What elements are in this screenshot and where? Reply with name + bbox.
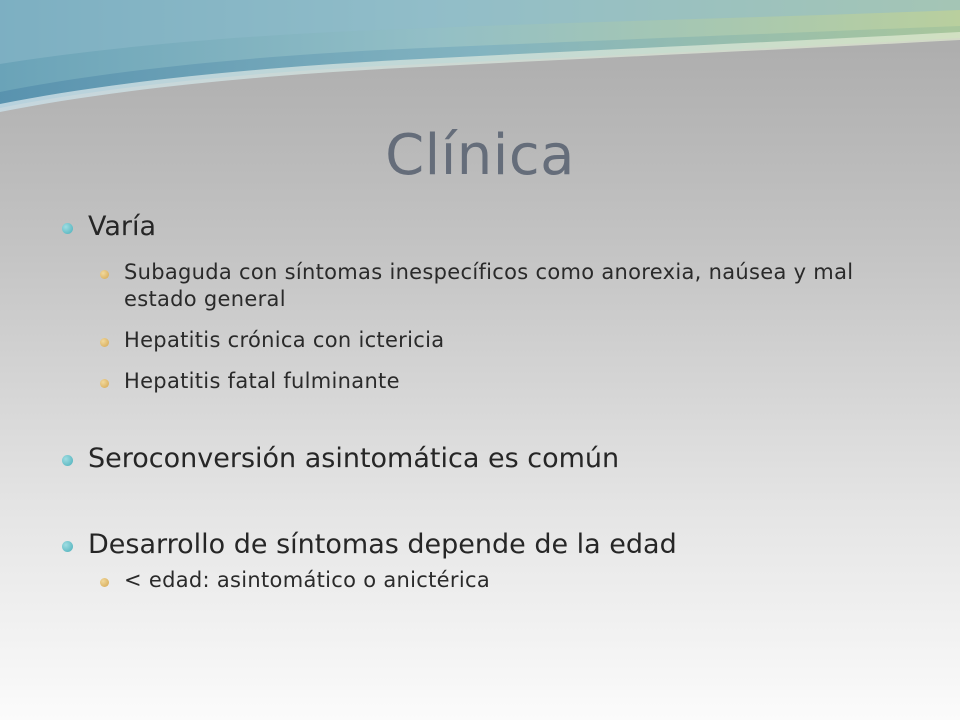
sub-bullet-item — [100, 368, 922, 395]
sub-bullet-text: Hepatitis crónica con ictericia — [124, 328, 445, 352]
bullet-item — [62, 207, 922, 247]
bullet-item — [62, 525, 922, 565]
sub-bullet-text: Subaguda con síntomas inespecíficos como anorexia, naúsea y mal estado general — [124, 260, 854, 311]
sub-bullet-dot-icon — [100, 379, 109, 388]
bullet-text: Varía — [88, 211, 157, 242]
sub-bullet-text: < edad: asintomático o anictérica — [124, 568, 490, 592]
sub-bullet-item — [100, 327, 922, 354]
slide-title: Clínica — [385, 123, 575, 188]
sub-bullet-dot-icon — [100, 338, 109, 347]
sub-bullet-item — [100, 259, 922, 313]
sub-bullet-text: Hepatitis fatal fulminante — [124, 369, 400, 393]
sub-bullet-dot-icon — [100, 578, 109, 587]
bullet-text: Seroconversión asintomática es común — [88, 443, 620, 474]
bullet-text: Desarrollo de síntomas depende de la edad — [88, 529, 677, 560]
decorative-wave-header — [0, 0, 960, 130]
bullet-list — [62, 205, 922, 594]
bullet-dot-icon — [62, 455, 73, 466]
sub-bullet-item — [100, 567, 922, 594]
sub-bullet-dot-icon — [100, 270, 109, 279]
bullet-dot-icon — [62, 541, 73, 552]
bullet-item — [62, 439, 922, 479]
bullet-dot-icon — [62, 223, 73, 234]
